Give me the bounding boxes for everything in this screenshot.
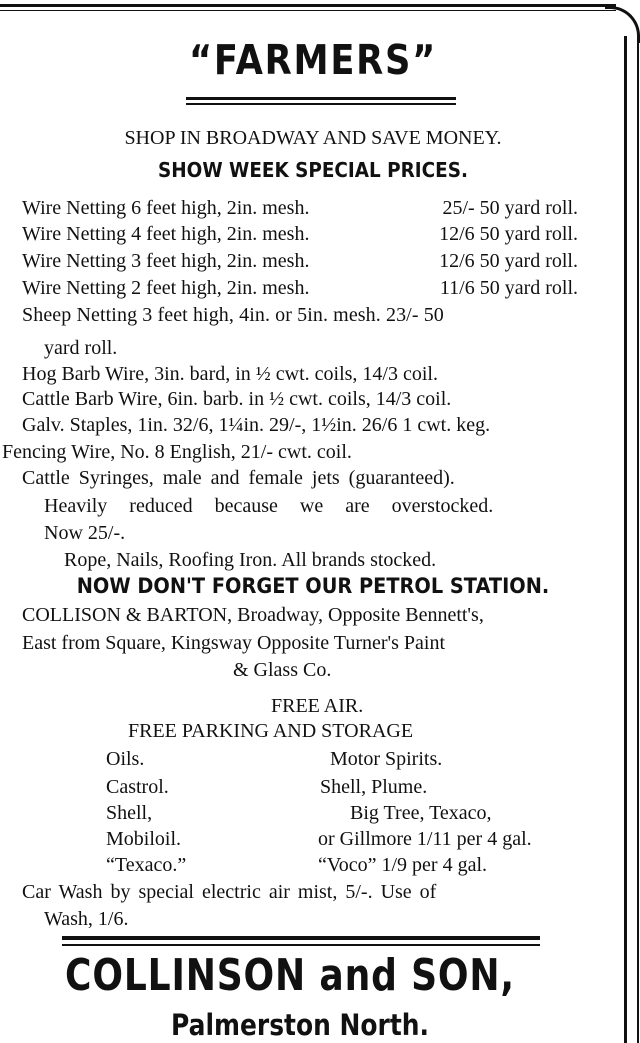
free-air: FREE AIR. [271, 695, 364, 717]
bottom-rule-thin [62, 944, 540, 946]
ad-title: “FARMERS” [188, 36, 438, 84]
address-line-1: COLLISON & BARTON, Broadway, Opposite Bennett's, [22, 604, 484, 626]
netting-price: 11/6 50 yard roll. [439, 277, 578, 299]
title-rule [186, 97, 456, 100]
netting-price: 25/- 50 yard roll. [442, 197, 578, 219]
oil-brand: Mobiloil. [106, 828, 182, 850]
netting-row [22, 248, 578, 274]
title-rule-thin [186, 103, 456, 105]
address-line-2: East from Square, Kingsway Opposite Turner's Paint [22, 632, 446, 654]
petrol-heading: NOW DON'T FORGET OUR PETROL STATION. [76, 574, 550, 598]
netting-row [22, 195, 578, 221]
oil-brand: Shell, [106, 802, 153, 824]
car-wash: Car Wash by special electric air mist, 5/-. Use of [22, 881, 437, 903]
spirit-brand: Motor Spirits. [330, 748, 443, 770]
netting-row [22, 221, 578, 247]
syringes-reduced: Heavily reduced because we are overstocked. [44, 495, 494, 517]
car-wash-cont: Wash, 1/6. [44, 908, 129, 930]
top-border [0, 4, 616, 11]
specials-heading: SHOW WEEK SPECIAL PRICES. [158, 158, 468, 182]
spirit-brand: or Gillmore 1/11 per 4 gal. [318, 828, 532, 850]
oil-brand: “Texaco.” [106, 854, 187, 876]
cattle-barb-wire: Cattle Barb Wire, 6in. barb. in ½ cwt. coils, 14/3 coil. [22, 388, 452, 410]
company-name: COLLINSON and SON, [65, 950, 515, 1001]
netting-item: Wire Netting 3 feet high, 2in. mesh. [22, 250, 310, 272]
tagline: SHOP IN BROADWAY AND SAVE MONEY. [124, 127, 502, 149]
spirit-brand: Big Tree, Texaco, [350, 802, 492, 824]
netting-row [22, 275, 578, 301]
address-line-3: & Glass Co. [233, 659, 332, 681]
free-parking: FREE PARKING AND STORAGE [128, 720, 414, 742]
netting-item: Wire Netting 4 feet high, 2in. mesh. [22, 223, 310, 245]
sheep-netting: Sheep Netting 3 feet high, 4in. or 5in. mesh. 23/- 50 [22, 304, 444, 326]
sheep-netting-cont: yard roll. [44, 337, 118, 359]
netting-item: Wire Netting 6 feet high, 2in. mesh. [22, 197, 310, 219]
netting-item: Wire Netting 2 feet high, 2in. mesh. [22, 277, 310, 299]
stocked-items: Rope, Nails, Roofing Iron. All brands stocked. [64, 549, 437, 571]
netting-price: 12/6 50 yard roll. [439, 250, 578, 272]
right-border [624, 36, 639, 1043]
syringes-price: Now 25/-. [44, 522, 126, 544]
bottom-rule [62, 936, 540, 940]
spirit-brand: Shell, Plume. [320, 776, 428, 798]
oil-brand: Oils. [106, 748, 145, 770]
spirit-brand: “Voco” 1/9 per 4 gal. [318, 854, 488, 876]
cattle-syringes: Cattle Syringes, male and female jets (guaranteed). [22, 467, 455, 489]
netting-price: 12/6 50 yard roll. [439, 223, 578, 245]
company-town: Palmerston North. [171, 1008, 429, 1042]
galv-staples: Galv. Staples, 1in. 32/6, 1¼in. 29/-, 1½in. 26/6 1 cwt. keg. [22, 414, 491, 436]
hog-barb-wire: Hog Barb Wire, 3in. bard, in ½ cwt. coils, 14/3 coil. [22, 363, 438, 385]
oil-brand: Castrol. [106, 776, 169, 798]
fencing-wire: Fencing Wire, No. 8 English, 21/- cwt. coil. [2, 441, 352, 463]
